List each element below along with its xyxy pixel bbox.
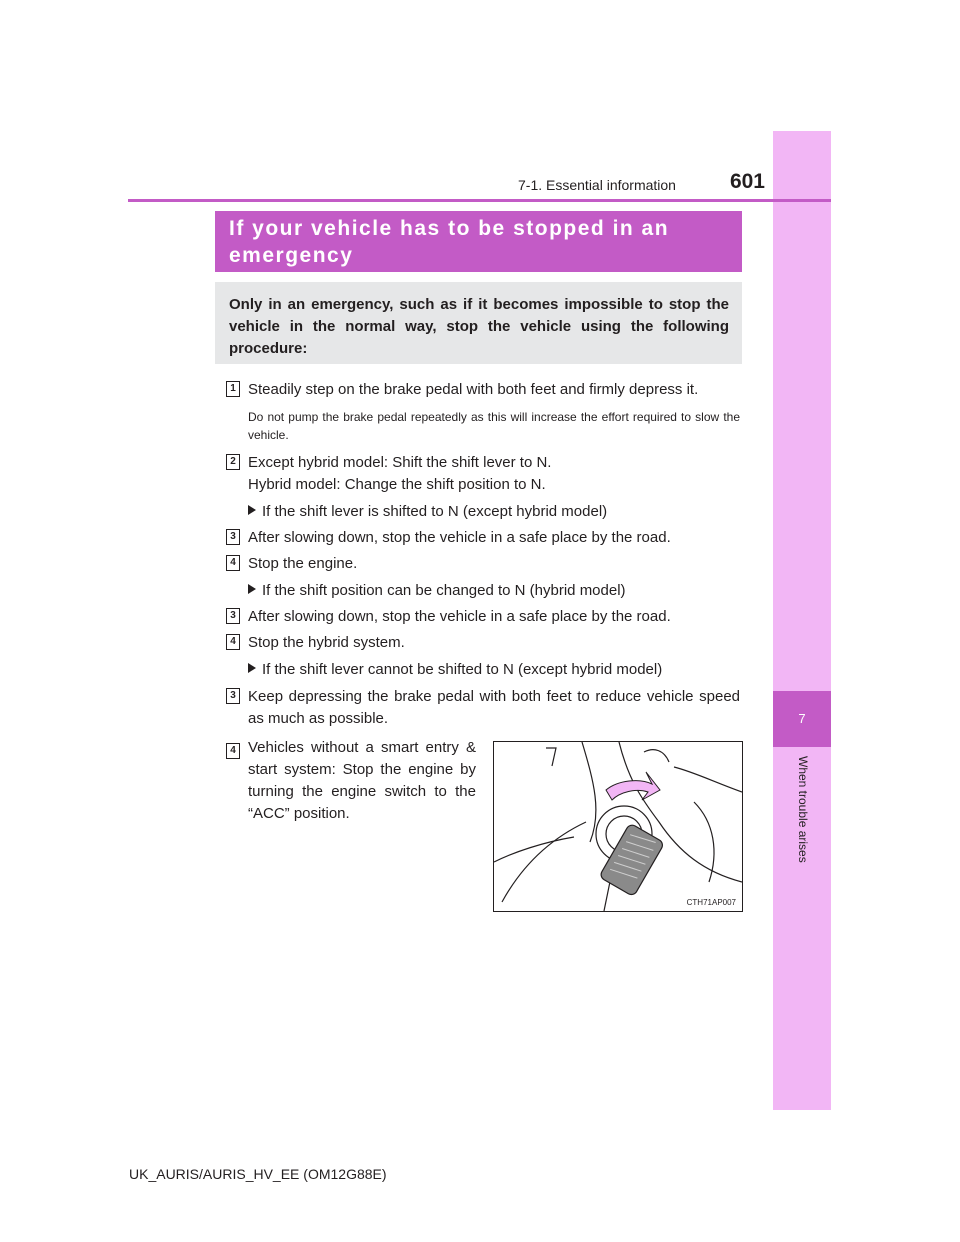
step-text: After slowing down, stop the vehicle in a safe place by the road. <box>248 529 671 546</box>
figure-caption: CTH71AP007 <box>686 898 736 907</box>
condition-heading: If the shift position can be changed to N (hybrid model) <box>248 580 740 602</box>
step-number: 4 <box>226 743 240 759</box>
engine-switch-illustration <box>493 741 743 912</box>
step-number: 1 <box>226 381 240 397</box>
step-number: 3 <box>226 688 240 704</box>
key-turn-icon <box>494 742 742 911</box>
step-number: 3 <box>226 608 240 624</box>
step-text: Stop the hybrid system. <box>248 634 405 651</box>
side-tab-top <box>773 131 831 691</box>
step-text: Hybrid model: Change the shift position to N. <box>248 476 546 493</box>
condition-heading: If the shift lever cannot be shifted to N (except hybrid model) <box>248 659 740 681</box>
step-text: Except hybrid model: Shift the shift lever to N. <box>248 454 552 471</box>
header-rule <box>128 199 831 202</box>
intro-text: Only in an emergency, such as if it becomes impossible to stop the vehicle in the normal way, stop the vehicle using the following procedure: <box>229 296 729 357</box>
page-title: If your vehicle has to be stopped in an emergency <box>229 217 670 267</box>
step-number: 4 <box>226 555 240 571</box>
step-note: Do not pump the brake pedal repeatedly as this will increase the effort required to slow the vehicle. <box>248 410 740 442</box>
step-number: 2 <box>226 454 240 470</box>
triangle-bullet-icon <box>248 505 256 515</box>
page-number: 601 <box>729 170 765 193</box>
chapter-title: When trouble arises <box>796 756 810 863</box>
step-text: Keep depressing the brake pedal with both feet to reduce vehicle speed as much as possible. <box>248 688 740 727</box>
step-number: 4 <box>226 634 240 650</box>
step-text: Vehicles without a smart entry & start system: Stop the engine by turning the engine switch to the “ACC” position. <box>248 739 476 822</box>
intro-box <box>215 282 742 364</box>
step-number: 3 <box>226 529 240 545</box>
section-name: 7-1. Essential information <box>518 177 676 193</box>
footer-doc-id: UK_AURIS/AURIS_HV_EE (OM12G88E) <box>129 1166 387 1182</box>
triangle-bullet-icon <box>248 584 256 594</box>
triangle-bullet-icon <box>248 663 256 673</box>
step-text: Stop the engine. <box>248 555 358 572</box>
step-text: Steadily step on the brake pedal with both feet and firmly depress it. <box>248 381 699 398</box>
condition-heading: If the shift lever is shifted to N (except hybrid model) <box>248 501 740 523</box>
chapter-number: 7 <box>773 691 831 747</box>
step-text: After slowing down, stop the vehicle in a safe place by the road. <box>248 608 671 625</box>
title-box <box>215 211 742 272</box>
